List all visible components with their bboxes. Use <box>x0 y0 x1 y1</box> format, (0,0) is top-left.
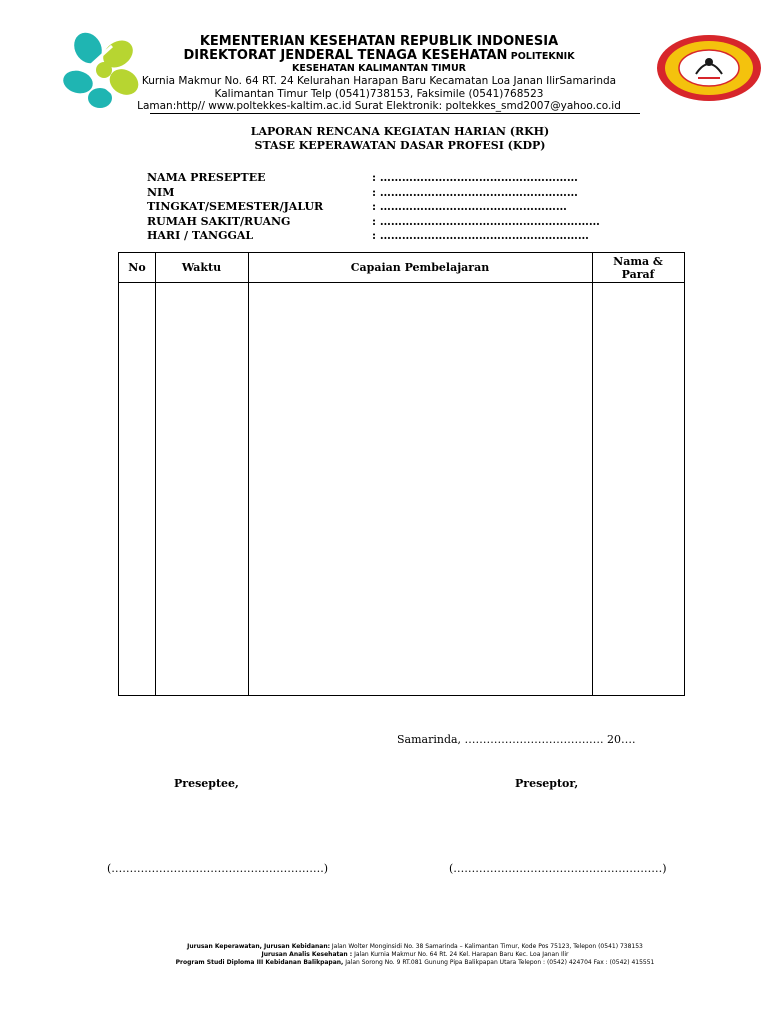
field-value: : …………………………………………………… <box>372 214 600 228</box>
field-label: TINGKAT/SEMESTER/JALUR <box>147 200 324 213</box>
field-value: : ……………………………………………… <box>372 185 578 199</box>
document-title: LAPORAN RENCANA KEGIATAN HARIAN (RKH) <box>250 125 550 138</box>
field-value: : ………………………………………………… <box>372 229 589 242</box>
letterhead-address: Kurnia Makmur No. 64 RT. 24 Kelurahan Harapan Baru Kecamatan Loa Janan IlirSamarinda <box>141 75 617 87</box>
letterhead-institution: KESEHATAN KALIMANTAN TIMUR <box>291 63 466 74</box>
footer-bold: Jurusan Analis Kesehatan : <box>261 951 353 958</box>
place-date: Samarinda, …………………………….…. 20…. <box>397 733 636 746</box>
field-label: RUMAH SAKIT/RUANG <box>147 214 291 228</box>
letterhead-divider <box>150 113 640 114</box>
table-header-time: Waktu <box>181 261 222 274</box>
table-column-divider <box>592 253 593 695</box>
table-header-no: No <box>128 261 146 274</box>
footer-text: Jalan Wolter Monginsidi No. 38 Samarinda – Kalimantan Timur, Kode Pos 75123, Telepon (0541) 738153 <box>330 943 643 950</box>
footer-line <box>95 943 735 951</box>
field-label: NIM <box>147 185 175 199</box>
footer-text: Jalan Sorong No. 9 RT.081 Gunung Pipa Balikpapan Utara Telepon : (0542) 424704 Fax : (0542) 415551 <box>343 959 655 966</box>
table-column-divider <box>155 253 156 695</box>
field-label: HARI / TANGGAL <box>147 229 254 242</box>
letterhead-directorate-small: POLITEKNIK <box>507 51 575 62</box>
preseptor-label: Preseptor, <box>515 777 579 790</box>
field-value: : …………………………………………… <box>372 200 567 213</box>
table-header-learning-outcome: Capaian Pembelajaran <box>350 261 490 274</box>
document-subtitle: STASE KEPERAWATAN DASAR PROFESI (KDP) <box>254 139 546 152</box>
letterhead-web: Laman:http// www.poltekkes-kaltim.ac.id Surat Elektronik: poltekkes_smd2007@yahoo.co.id <box>137 100 621 112</box>
preseptee-label: Preseptee, <box>174 777 239 790</box>
preseptee-signature-line: (………………………………………………….) <box>107 862 329 875</box>
letterhead-directorate <box>118 48 640 63</box>
footer-addresses <box>95 943 735 967</box>
poltekkes-seal-icon <box>656 34 762 102</box>
field-value: : ……………………………………………… <box>372 171 578 184</box>
footer-bold: Program Studi Diploma III Kebidanan Balikpapan, <box>175 959 344 966</box>
letterhead-phone: Kalimantan Timur Telp (0541)738153, Faksimile (0541)768523 <box>214 88 544 100</box>
activity-table <box>118 252 685 696</box>
letterhead-directorate-main: DIREKTORAT JENDERAL TENAGA KESEHATAN <box>183 48 508 63</box>
footer-bold: Jurusan Keperawatan, Jurusan Kebidanan: <box>187 943 330 950</box>
footer-line <box>95 959 735 967</box>
letterhead-ministry: KEMENTERIAN KESEHATAN REPUBLIK INDONESIA <box>199 34 559 49</box>
preseptor-signature-line: (…………………………………………………) <box>449 862 667 875</box>
footer-line <box>95 951 735 959</box>
table-header-name-signature: Nama & Paraf <box>613 254 663 281</box>
footer-text: Jalan Kurnia Makmur No. 64 Rt. 24 Kel. Harapan Baru Kec. Loa Janan Ilir <box>352 951 569 958</box>
field-label: NAMA PRESEPTEE <box>147 171 266 184</box>
table-header-divider <box>119 282 684 283</box>
table-column-divider <box>248 253 249 695</box>
